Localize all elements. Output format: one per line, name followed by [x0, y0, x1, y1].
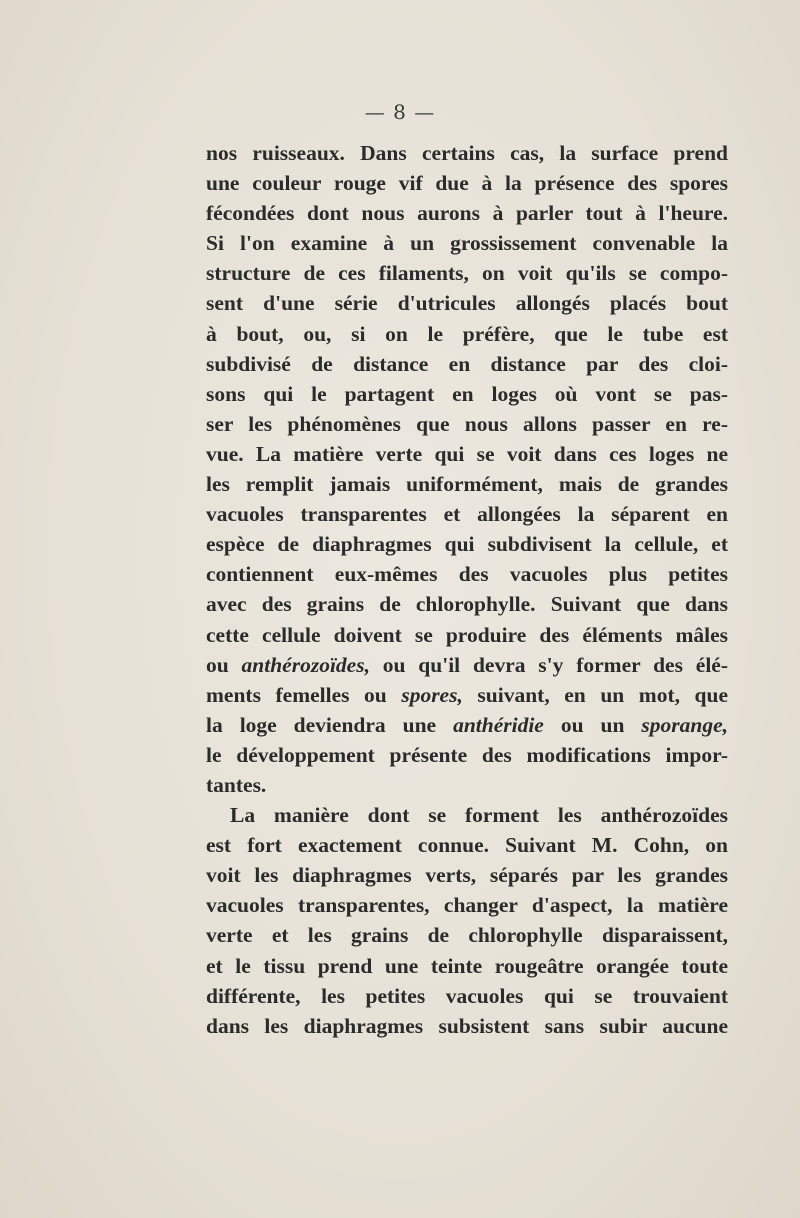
text-line: ments femelles ou spores, suivant, en un mot, que [206, 682, 728, 707]
text-line: espèce de diaphragmes qui subdivisent la cellule, et [206, 532, 728, 557]
text-line: et le tissu prend une teinte rougeâtre orangée toute [206, 953, 728, 978]
text-line: le développement présente des modifications impor- [206, 742, 728, 767]
text-line: La manière dont se forment les anthérozoïdes [230, 803, 728, 828]
italic-term: sporange, [641, 712, 729, 737]
text-line: sons qui le partagent en loges où vont se pas- [206, 381, 728, 406]
text-line: verte et les grains de chlorophylle disparaissent, [206, 923, 728, 948]
text-line: nos ruisseaux. Dans certains cas, la surface prend [206, 141, 728, 165]
text-line: cette cellule doivent se produire des éléments mâles [206, 622, 728, 647]
page-number: — 8 — [364, 100, 436, 124]
text-line: sent d'une série d'utricules allongés placés bout [206, 291, 728, 316]
text-line: contiennent eux-mêmes des vacuoles plus petites [206, 562, 728, 587]
text-line: à bout, ou, si on le préfère, que le tube est [206, 321, 728, 346]
text-line: est fort exactement connue. Suivant M. Cohn, on [206, 833, 728, 858]
text-line: ser les phénomènes que nous allons passer en re- [206, 411, 728, 436]
text-line: dans les diaphragmes subsistent sans subir aucune [206, 1013, 728, 1038]
text-line: subdivisé de distance en distance par des cloi- [206, 351, 728, 376]
text-line: fécondées dont nous aurons à parler tout à l'heure. [206, 201, 728, 226]
text-line: vue. La matière verte qui se voit dans ces loges ne [206, 441, 728, 466]
italic-term: anthéridie [453, 712, 544, 737]
text-line: voit les diaphragmes verts, séparés par les grandes [206, 863, 728, 888]
text-line: Si l'on examine à un grossissement convenable la [206, 231, 728, 256]
italic-term: anthérozoïdes, [241, 652, 370, 677]
text-line: tantes. [206, 772, 267, 797]
text-line: vacuoles transparentes et allongées la séparent en [206, 502, 728, 527]
text-line: vacuoles transparentes, changer d'aspect, la matière [206, 893, 728, 918]
text-line: avec des grains de chlorophylle. Suivant que dans [206, 592, 728, 617]
text-line: différente, les petites vacuoles qui se trouvaient [206, 983, 728, 1008]
body-text [206, 138, 728, 1041]
text-line: structure de ces filaments, on voit qu'ils se compo- [206, 261, 728, 286]
text-line: les remplit jamais uniformément, mais de grandes [206, 472, 728, 497]
text-line: la loge deviendra une anthéridie ou un sporange, [206, 712, 729, 737]
text-line: ou anthérozoïdes, ou qu'il devra s'y former des élé- [206, 652, 728, 677]
italic-term: spores, [401, 682, 463, 707]
text-line: une couleur rouge vif due à la présence des spores [206, 171, 728, 196]
